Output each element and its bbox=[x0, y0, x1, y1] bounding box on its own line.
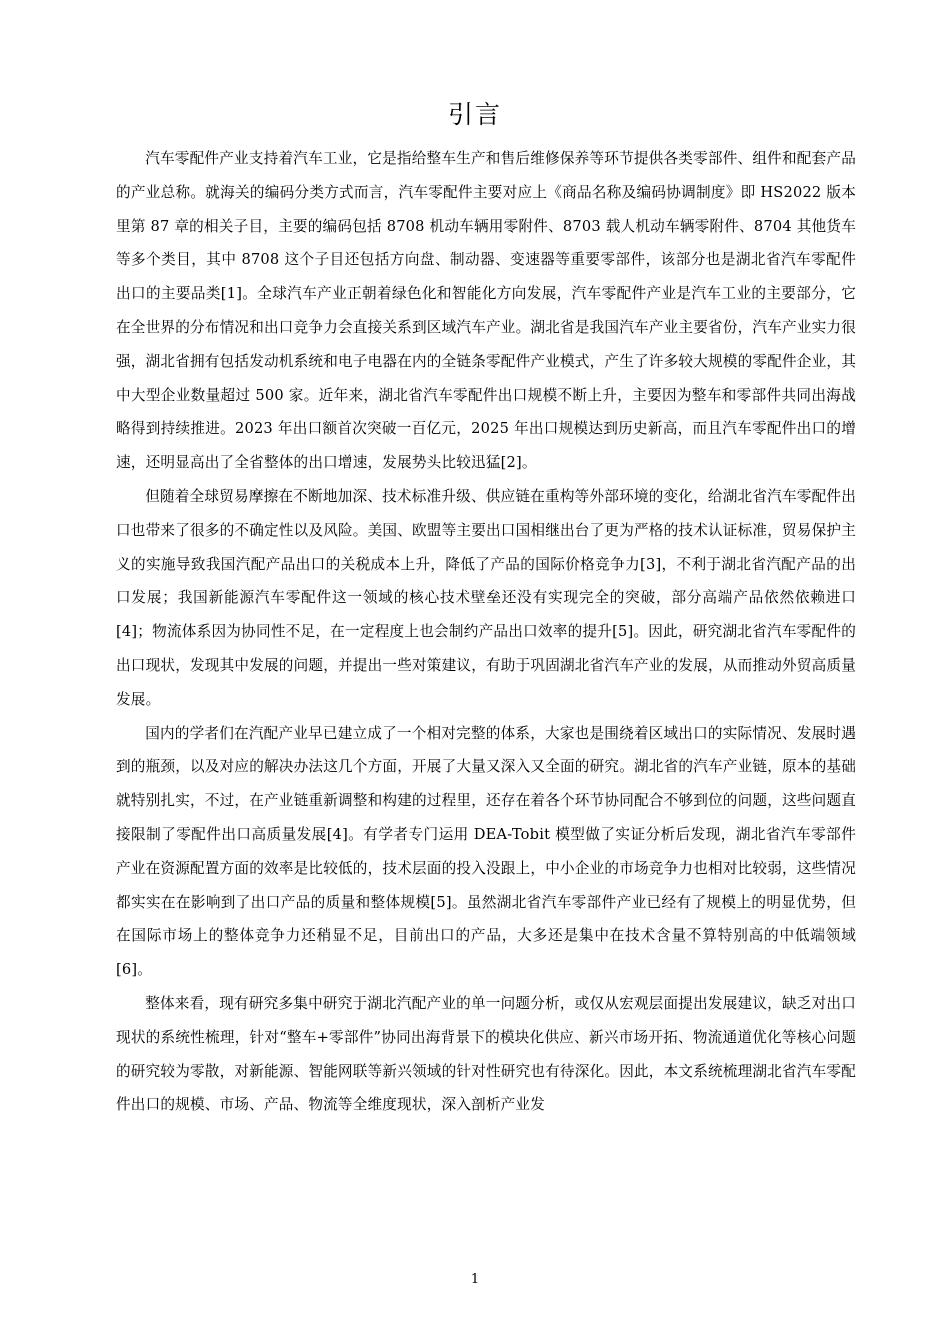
paragraph-2: 但随着全球贸易摩擦在不断地加深、技术标准升级、供应链在重构等外部环境的变化，给湖北省汽车零配件出口也带来了很多的不确定性以及风险。美国、欧盟等主要出口国相继出台了更为严格的技术认证标准，贸易保护主义的实施导致我国汽配产品出口的关税成本上升，降低了产品的国际价格竞争力[3]，不利于湖北省汽配产品的出口发展；我国新能源汽车零配件这一领域的核心技术壁垒还没有实现完全的突破，部分高端产品依然依赖进口[4]；物流体系因为协同性不足，在一定程度上也会制约产品出口效率的提升[5]。因此，研究湖北省汽车零配件的出口现状，发现其中发展的问题，并提出一些对策建议，有助于巩固湖北省汽车产业的发展，从而推动外贸高质量发展。 bbox=[116, 487, 856, 708]
body-text bbox=[116, 142, 856, 1122]
paragraph-4: 整体来看，现有研究多集中研究于湖北汽配产业的单一问题分析，或仅从宏观层面提出发展建议，缺乏对出口现状的系统性梳理，针对“整车+零部件”协同出海背景下的模块化供应、新兴市场开拓、物流通道优化等核心问题的研究较为零散，对新能源、智能网联等新兴领域的针对性研究也有待深化。因此，本文系统梳理湖北省汽车零配件出口的规模、市场、产品、物流等全维度现状，深入剖析产业发 bbox=[116, 994, 856, 1114]
paragraph-3: 国内的学者们在汽配产业早已建立成了一个相对完整的体系，大家也是围绕着区域出口的实际情况、发展时遇到的瓶颈，以及对应的解决办法这几个方面，开展了大量又深入又全面的研究。湖北省的汽车产业链，原本的基础就特别扎实，不过，在产业链重新调整和构建的过程里，还存在着各个环节协同配合不够到位的问题，这些问题直接限制了零配件出口高质量发展[4]。有学者专门运用 DEA-Tobit 模型做了实证分析后发现，湖北省汽车零部件产业在资源配置方面的效率是比较低的，技术层面的投入没跟上，中小企业的市场竞争力也相对比较弱，这些情况都实实在在影响到了出口产品的质量和整体规模[5]。虽然湖北省汽车零部件产业已经有了规模上的明显优势，但在国际市场上的整体竞争力还稍显不足，目前出口的产品，大多还是集中在技术含量不算特别高的中低端领域[6]。 bbox=[116, 724, 856, 979]
page-title: 引言 bbox=[447, 100, 502, 129]
paragraph-1: 汽车零配件产业支持着汽车工业，它是指给整车生产和售后维修保养等环节提供各类零部件、组件和配套产品的产业总称。就海关的编码分类方式而言，汽车零配件主要对应上《商品名称及编码协调制度》即 HS2022 版本里第 87 章的相关子目，主要的编码包括 8708 机动车辆用零附件、8703 载人机动车辆零附件、8704 其他货车等多个类目，其中 8708 这个子目还包括方向盘、制动器、变速器等重要零部件，该部分也是湖北省汽车零配件出口的主要品类[1]。全球汽车产业正朝着绿色化和智能化方向发展，汽车零配件产业是汽车工业的主要部分，它在全世界的分布情况和出口竞争力会直接关系到区域汽车产业。湖北省是我国汽车产业主要省份，汽车产业实力很强，湖北省拥有包括发动机系统和电子电器在内的全链条零配件产业模式，产生了许多较大规模的零配件企业，其中大型企业数量超过 500 家。近年来，湖北省汽车零配件出口规模不断上升，主要因为整车和零部件共同出海战略得到持续推进。2023 年出口额首次突破一百亿元，2025 年出口规模达到历史新高，而且汽车零配件出口的增速，还明显高出了全省整体的出口增速，发展势头比较迅猛[2]。 bbox=[116, 150, 856, 472]
page-number: 1 bbox=[470, 1272, 480, 1287]
